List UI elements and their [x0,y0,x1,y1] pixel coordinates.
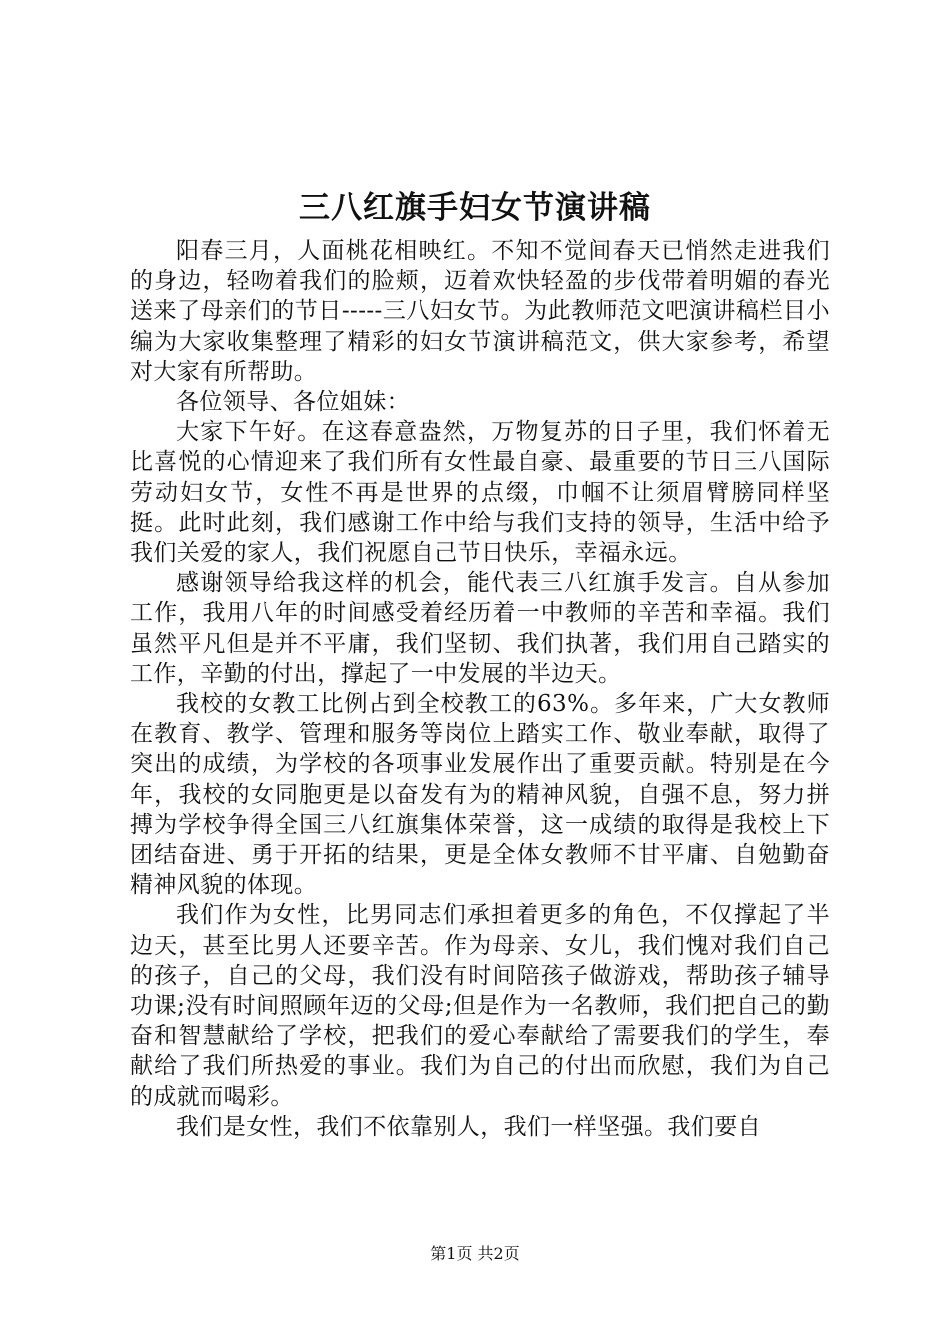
paragraph-greeting: 大家下午好。在这春意盎然，万物复苏的日子里，我们怀着无比喜悦的心情迎来了我们所有女性最自豪、最重要的节日三八国际劳动妇女节，女性不再是世界的点缀，巾帼不让须眉臂膀同样坚挺。此时此刻，我们感谢工作中给与我们支持的领导，生活中给予我们关爱的家人，我们祝愿自己节日快乐，幸福永远。 [130,419,830,567]
document-body [130,236,830,1142]
paragraph-intro: 阳春三月，人面桃花相映红。不知不觉间春天已悄然走进我们的身边，轻吻着我们的脸颊，迈着欢快轻盈的步伐带着明媚的春光送来了母亲们的节日-----三八妇女节。为此教师范文吧演讲稿栏目小编为大家收集整理了精彩的妇女节演讲稿范文，供大家参考，希望对大家有所帮助。 [130,238,830,385]
paragraph-thanks: 感谢领导给我这样的机会，能代表三八红旗手发言。自从参加工作，我用八年的时间感受着经历着一中教师的辛苦和幸福。我们虽然平凡但是并不平庸，我们坚韧、我们执著，我们用自己踏实的工作，辛勤的付出，撑起了一中发展的半边天。 [130,570,830,687]
paragraph-salutation: 各位领导、各位姐妹： [176,389,410,416]
page-number-footer: 第1页 共2页 [430,1244,520,1263]
paragraph-closing: 我们是女性，我们不依靠别人，我们一样坚强。我们要自 [176,1113,761,1140]
paragraph-roles: 我们作为女性，比男同志们承担着更多的角色，不仅撑起了半边天，甚至比男人还要辛苦。作为母亲、女儿，我们愧对我们自己的孩子，自己的父母，我们没有时间陪孩子做游戏，帮助孩子辅导功课;没有时间照顾年迈的父母;但是作为一名教师，我们把自己的勤奋和智慧献给了学校，把我们的爱心奉献给了需要我们的学生，奉献给了我们所热爱的事业。我们为自己的付出而欣慰，我们为自己的成就而喝彩。 [130,902,830,1110]
document-title: 三八红旗手妇女节演讲稿 [299,190,651,226]
paragraph-achievements: 我校的女教工比例占到全校教工的63%。多年来，广大女教师在教育、教学、管理和服务等岗位上踏实工作、敬业奉献，取得了突出的成绩，为学校的各项事业发展作出了重要贡献。特别是在今年，我校的女同胞更是以奋发有为的精神风貌，自强不息，努力拼搏为学校争得全国三八红旗集体荣誉，这一成绩的取得是我校上下团结奋进、勇于开拓的结果，更是全体女教师不甘平庸、自勉勤奋精神风貌的体现。 [130,691,830,899]
